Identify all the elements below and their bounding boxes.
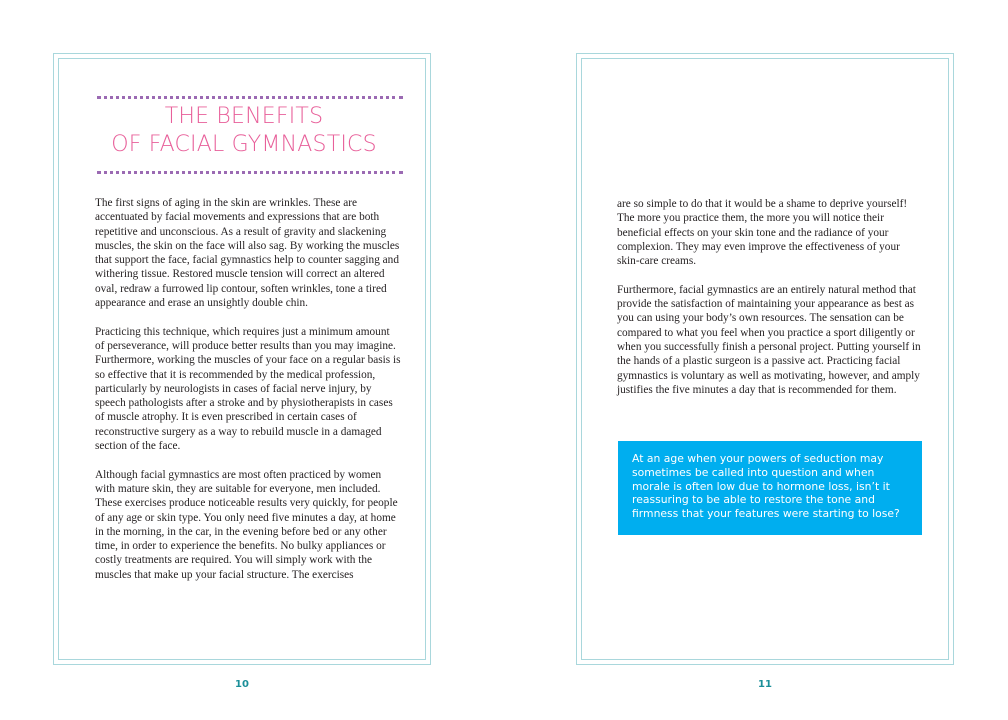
paragraph: Although facial gymnastics are most often practiced by women with mature skin, they are suitable for everyone, men included. These exercises produce noticeable results very quickly, for people of any age or skin type. You only need five minutes a day, at home in the morning, in the car, in the evening before bed or any other time, in order to experience the benefits. No bulky appliances or costly treatments are required. You will simply work with the muscles that make up your facial structure. The exercises bbox=[95, 468, 398, 581]
dotted-divider-top bbox=[97, 96, 403, 99]
right-page-frame bbox=[581, 58, 949, 660]
page-number-right: 11 bbox=[758, 679, 772, 690]
right-page bbox=[576, 53, 954, 665]
left-page-frame bbox=[58, 58, 426, 660]
chapter-title-line-2: OF FACIAL GYMNASTICS bbox=[111, 132, 377, 157]
chapter-title-line-1: THE BENEFITS bbox=[164, 104, 324, 129]
chapter-title bbox=[59, 103, 429, 159]
left-page-body bbox=[95, 196, 401, 596]
dotted-divider-bottom bbox=[97, 171, 403, 174]
paragraph: Furthermore, facial gymnastics are an entirely natural method that provide the satisfaction of maintaining your appearance as best as you can using your body’s own resources. The sensation can be compared to what you feel when you practice a sport diligently or when you successfully finish a personal project. Putting yourself in the hands of a plastic surgeon is a passive act. Practicing facial gymnastics is voluntary as well as motivating, however, and amply justifies the five minutes a day that is recommended for them. bbox=[617, 283, 921, 396]
left-page bbox=[53, 53, 431, 665]
page-number-left: 10 bbox=[235, 679, 249, 690]
paragraph: The first signs of aging in the skin are wrinkles. These are accentuated by facial movements and expressions that are both repetitive and unconscious. As a result of gravity and slackening muscles, the skin on the face will also sag. By working the muscles that support the face, facial gymnastics help to counter sagging and withering tissue. Restored muscle tension will correct an altered oval, redraw a furrowed lip contour, soften wrinkles, tone a tired appearance and erase an unsightly double chin. bbox=[95, 197, 400, 310]
callout-box: At an age when your powers of seduction may sometimes be called into question and when morale is often low due to hormone loss, isn’t it reassuring to be able to restore the tone and firmness that your features were starting to lose? bbox=[618, 441, 922, 535]
paragraph: are so simple to do that it would be a shame to deprive yourself! The more you practice them, the more you will notice their beneficial effects on your skin tone and the radiance of your complexion. They may even improve the effectiveness of your skin-care creams. bbox=[617, 198, 908, 268]
paragraph: Practicing this technique, which requires just a minimum amount of perseverance, will produce better results than you may imagine. Furthermore, working the muscles of your face on a regular basis is so effective that it is recommended by the medical profession, particularly by neurologists in cases of facial nerve injury, by speech pathologists after a stroke and by physiotherapists in cases of muscle atrophy. It is even prescribed in certain cases of reconstructive surgery as a way to rebuild muscle in a damaged section of the face. bbox=[95, 325, 401, 453]
right-page-body bbox=[617, 197, 922, 411]
